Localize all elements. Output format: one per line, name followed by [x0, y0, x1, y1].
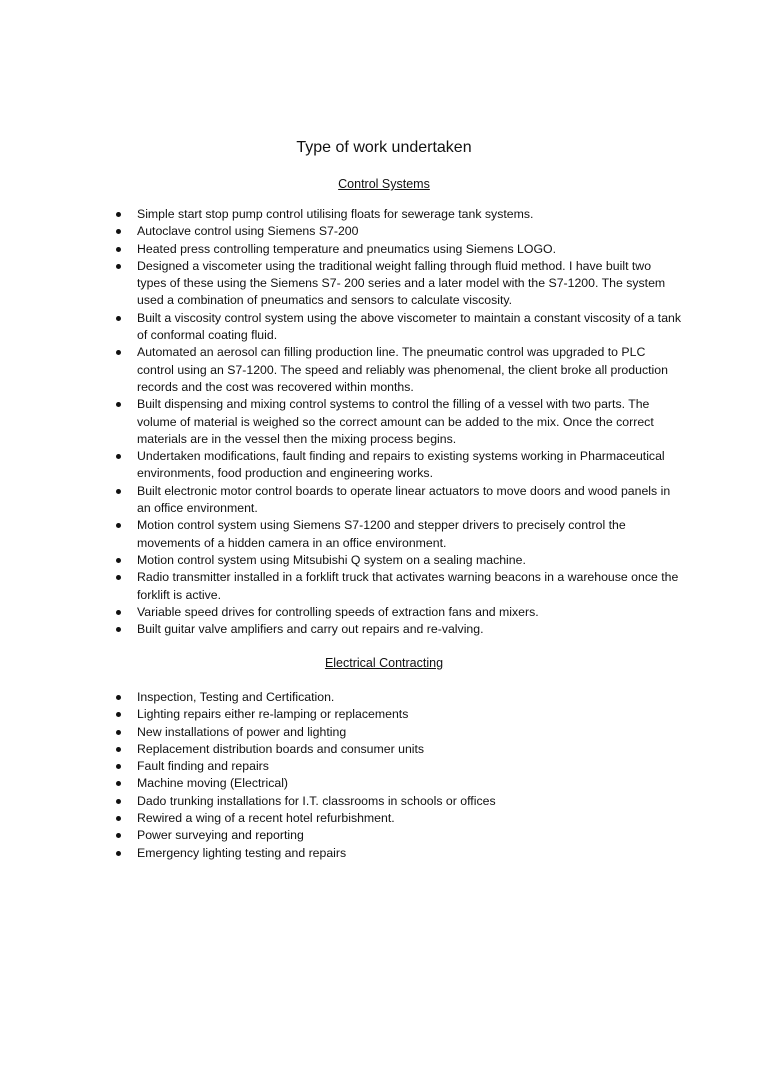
list-item-text: New installations of power and lighting	[137, 724, 347, 739]
bullet-icon	[116, 247, 121, 252]
list-item-text: Rewired a wing of a recent hotel refurbishment.	[137, 811, 395, 826]
list-item-text: Dado trunking installations for I.T. classrooms in schools or offices	[137, 793, 496, 808]
list-item-text: Variable speed drives for controlling speeds of extraction fans and mixers.	[137, 604, 539, 619]
list-item-text: Radio transmitter installed in a forklift truck that activates warning beacons in a warehouse once the forklift is active.	[137, 570, 679, 602]
list-item	[113, 758, 683, 775]
list-item	[113, 206, 683, 223]
list-item	[113, 344, 683, 396]
list-item	[113, 706, 683, 723]
list-item	[113, 517, 683, 552]
list-item	[113, 621, 683, 638]
bullet-icon	[116, 851, 121, 856]
list-item-text: Machine moving (Electrical)	[137, 776, 289, 791]
bullet-icon	[116, 229, 121, 234]
electrical-contracting-list	[113, 689, 683, 862]
list-item	[113, 793, 683, 810]
list-item-text: Inspection, Testing and Certification.	[137, 690, 335, 704]
bullet-icon	[116, 799, 121, 804]
bullet-icon	[116, 695, 121, 700]
bullet-icon	[116, 316, 121, 321]
section-heading-electrical-contracting: Electrical Contracting	[324, 656, 444, 670]
list-item-text: Motion control system using Siemens S7-1200 and stepper drivers to precisely control the movements of a hidden camera in an office environment.	[137, 518, 626, 550]
bullet-icon	[116, 764, 121, 769]
list-item	[113, 845, 683, 862]
list-item	[113, 724, 683, 741]
list-item	[113, 258, 683, 310]
list-item-text: Automated an aerosol can filling production line. The pneumatic control was upgraded to PLC control using an S7-1200. The speed and reliably was phenomenal, the client broke all production records and the cost was recovered within months.	[137, 345, 668, 394]
list-item	[113, 241, 683, 258]
list-item-text: Motion control system using Mitsubishi Q system on a sealing machine.	[137, 552, 526, 567]
bullet-icon	[116, 747, 121, 752]
list-item	[113, 310, 683, 345]
list-item-text: Built a viscosity control system using the above viscometer to maintain a constant viscosity of a tank of conformal coating fluid.	[137, 310, 682, 343]
list-item	[113, 775, 683, 792]
list-item-text: Built dispensing and mixing control systems to control the filling of a vessel with two parts. The volume of material is weighed so the correct amount can be added to the mix. Once the correct materials are in the vessel then the mixing process begins.	[137, 397, 654, 446]
list-item	[113, 552, 683, 569]
list-item-text: Emergency lighting testing and repairs	[137, 845, 347, 860]
list-item-text: Built electronic motor control boards to operate linear actuators to move doors and wood panels in an office environment.	[137, 483, 671, 516]
list-item	[113, 483, 683, 518]
list-item	[113, 827, 683, 844]
bullet-icon	[116, 781, 121, 786]
bullet-icon	[116, 816, 121, 821]
page-title: Type of work undertaken	[296, 139, 472, 156]
bullet-icon	[116, 610, 121, 615]
list-item	[113, 604, 683, 621]
bullet-icon	[116, 454, 121, 459]
bullet-icon	[116, 627, 121, 632]
bullet-icon	[116, 730, 121, 735]
bullet-icon	[116, 575, 121, 580]
list-item-text: Lighting repairs either re-lamping or replacements	[137, 707, 409, 722]
list-item	[113, 689, 683, 706]
list-item	[113, 448, 683, 483]
bullet-icon	[116, 833, 121, 838]
list-item-text: Built guitar valve amplifiers and carry out repairs and re-valving.	[137, 622, 484, 637]
section-heading-control-systems: Control Systems	[338, 177, 430, 191]
list-item-text: Simple start stop pump control utilising floats for sewerage tank systems.	[137, 207, 534, 221]
list-item-text: Heated press controlling temperature and pneumatics using Siemens LOGO.	[137, 241, 556, 256]
list-item	[113, 810, 683, 827]
list-item-text: Designed a viscometer using the traditional weight falling through fluid method. I have built two types of these using the Siemens S7- 200 series and a later model with the S7-1200. The system used a combination of pneumatics and sensors to calculate viscosity.	[137, 258, 666, 308]
list-item	[113, 396, 683, 448]
list-item-text: Power surveying and reporting	[137, 828, 304, 843]
list-item	[113, 741, 683, 758]
bullet-icon	[116, 212, 121, 217]
bullet-icon	[116, 402, 121, 407]
list-item	[113, 223, 683, 240]
list-item	[113, 569, 683, 604]
bullet-icon	[116, 712, 121, 717]
control-systems-list	[113, 206, 683, 638]
list-item-text: Replacement distribution boards and consumer units	[137, 741, 425, 756]
bullet-icon	[116, 489, 121, 494]
list-item-text: Undertaken modifications, fault finding and repairs to existing systems working in Pharmaceutical environments, food production and engineering works.	[137, 449, 665, 481]
bullet-icon	[116, 523, 121, 528]
bullet-icon	[116, 558, 121, 563]
bullet-icon	[116, 264, 121, 269]
list-item-text: Autoclave control using Siemens S7-200	[137, 224, 359, 239]
list-item-text: Fault finding and repairs	[137, 759, 269, 774]
bullet-icon	[116, 350, 121, 355]
